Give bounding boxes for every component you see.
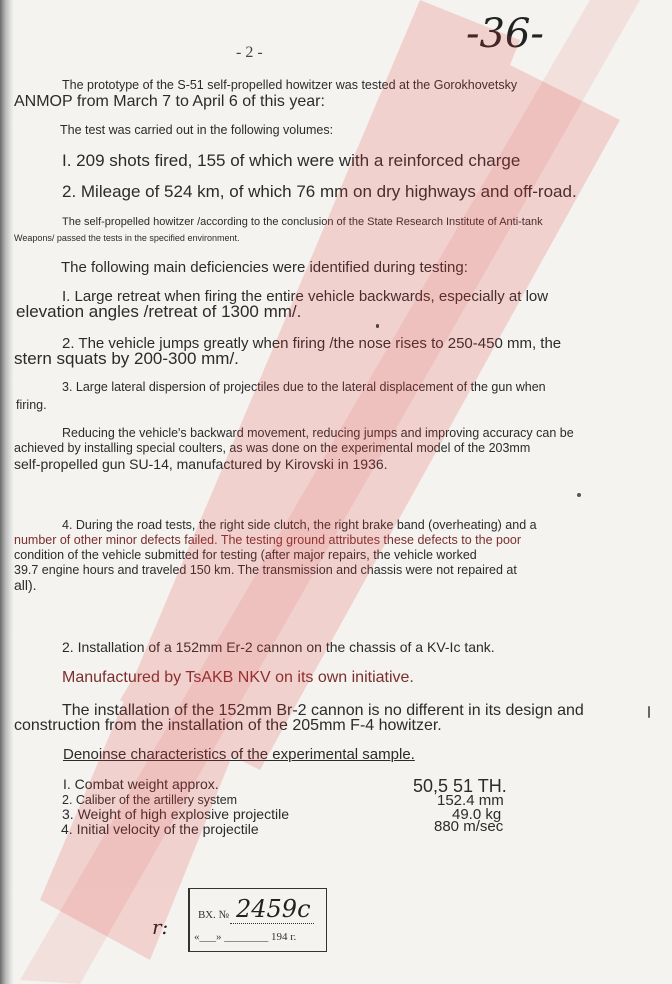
stamp-incoming-number: 2459с — [236, 895, 311, 923]
road-test-line-5: all). — [14, 577, 37, 593]
spec-row-2-label: 2. Caliber of the artillery system — [62, 793, 238, 807]
spec-row-2-value: 152.4 mm — [437, 792, 504, 809]
spec-row-1-value: 50,5 51 TH. — [413, 776, 507, 796]
spec-row-3-label: 3. Weight of high explosive projectile — [62, 806, 289, 822]
characteristics-heading: Denoinse characteristics of the experimental sample. — [63, 746, 415, 763]
road-test-line-4: 39.7 engine hours and traveled 150 km. The transmission and chassis were not repaired at — [14, 563, 517, 577]
remedy-line-3: self-propelled gun SU-14, manufactured by Kirovski in 1936. — [14, 456, 388, 472]
scan-speck — [376, 324, 379, 328]
test-volume-intro: The test was carried out in the following volumes: — [60, 123, 334, 137]
registration-stamp — [188, 888, 327, 952]
installation-line-1: The installation of the 152mm Br-2 cannon is no different in its design and — [62, 702, 584, 719]
deficiency-1-line-1: I. Large retreat when firing the entire vehicle backwards, especially at low — [62, 288, 549, 305]
manufacturer-line: Manufactured by TsAKB NKV on its own initiative. — [62, 669, 414, 686]
spec-row-3-value: 49.0 kg — [452, 806, 502, 823]
conclusion-line-1: The self-propelled howitzer /according to the conclusion of the State Research Institute of Anti-tank — [62, 216, 543, 228]
scan-speck — [648, 706, 650, 718]
road-test-line-3: condition of the vehicle submitted for testing (after major repairs, the vehicle worked — [14, 548, 477, 562]
deficiency-3-line-1: 3. Large lateral dispersion of projectiles due to the lateral displacement of the gun when — [62, 380, 546, 394]
page-number: - 2 - — [236, 44, 263, 61]
road-test-line-1: 4. During the road tests, the right side clutch, the right brake band (overheating) and a — [62, 518, 537, 532]
intro-line-2: ANMOP from March 7 to April 6 of this year: — [14, 93, 325, 110]
conclusion-line-2: Weapons/ passed the tests in the specified environment. — [14, 233, 240, 243]
stamp-date-text: «___» ________ 194 г. — [194, 931, 297, 943]
intro-line-1: The prototype of the S-51 self-propelled howitzer was tested at the Gorokhovetsky — [62, 78, 518, 92]
handwritten-mark: r: — [152, 915, 169, 939]
stamp-incoming-label: ВХ. № — [198, 909, 230, 921]
deficiency-2-line-2: stern squats by 200-300 mm/. — [14, 349, 239, 368]
spec-row-1-label: I. Combat weight approx. — [63, 776, 219, 792]
section-2-heading: 2. Installation of a 152mm Er-2 cannon on the chassis of a KV-Ic tank. — [62, 639, 495, 655]
remedy-line-1: Reducing the vehicle's backward movement, reducing jumps and improving accuracy can be — [62, 426, 574, 440]
remedy-line-2: achieved by installing special coulters, as was done on the experimental model of the 203mm — [14, 441, 531, 455]
volume-item-2: 2. Mileage of 524 km, of which 76 mm on dry highways and off-road. — [62, 182, 577, 201]
volume-item-1: I. 209 shots fired, 155 of which were with a reinforced charge — [62, 151, 521, 170]
installation-line-2: construction from the installation of the 205mm F-4 howitzer. — [14, 717, 442, 734]
spec-row-4-label: 4. Initial velocity of the projectile — [61, 821, 259, 837]
road-test-line-2: number of other minor defects failed. The testing ground attributes these defects to the poor — [14, 533, 522, 547]
stamp-date-line — [230, 923, 314, 924]
scan-edge-shadow — [0, 0, 14, 984]
deficiency-1-line-2: elevation angles /retreat of 1300 mm/. — [16, 302, 302, 321]
scan-speck — [577, 493, 581, 497]
deficiency-2-line-1: 2. The vehicle jumps greatly when firing /the nose rises to 250-450 mm, the — [62, 335, 562, 352]
spec-row-4-value: 880 m/sec — [434, 818, 504, 835]
deficiencies-heading: The following main deficiencies were identified during testing: — [61, 259, 468, 276]
handwritten-sheet-number: -36- — [466, 11, 544, 57]
deficiency-3-line-2: firing. — [16, 398, 47, 412]
